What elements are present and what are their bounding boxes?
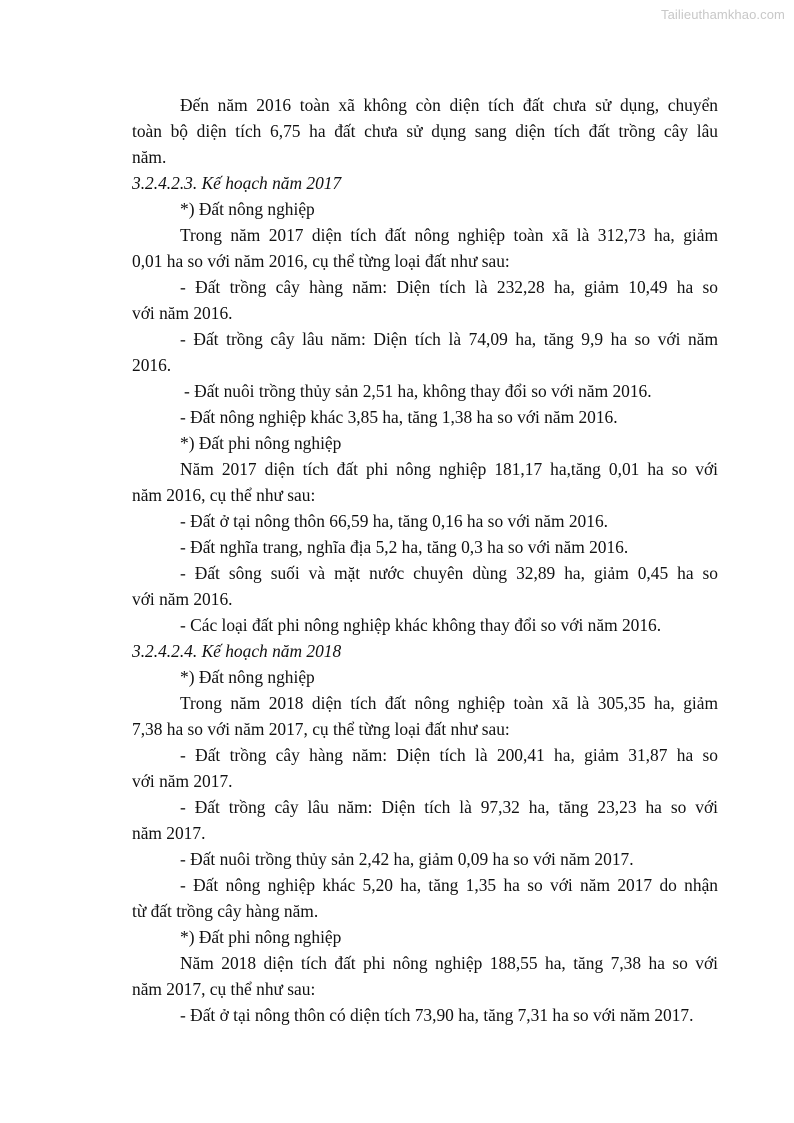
- paragraph-line: 7,38 ha so với năm 2017, cụ thể từng loại đất như sau:: [132, 719, 510, 739]
- list-item: - Đất trồng cây hàng năm: Diện tích là 232,28 ha, giảm 10,49 ha so: [180, 277, 718, 297]
- list-item-continuation: từ đất trồng cây hàng năm.: [132, 901, 319, 921]
- list-item: - Đất trồng cây lâu năm: Diện tích là 97,32 ha, tăng 23,23 ha so với: [180, 797, 718, 817]
- list-item: - Đất trồng cây hàng năm: Diện tích là 200,41 ha, giảm 31,87 ha so: [180, 745, 718, 765]
- subheading-non-agricultural-land: *) Đất phi nông nghiệp: [180, 927, 342, 947]
- section-heading-2018: 3.2.4.2.4. Kế hoạch năm 2018: [132, 641, 342, 661]
- list-item: - Đất ở tại nông thôn 66,59 ha, tăng 0,16 ha so với năm 2016.: [180, 511, 608, 531]
- paragraph-line: Năm 2018 diện tích đất phi nông nghiệp 188,55 ha, tăng 7,38 ha so với: [180, 953, 718, 973]
- list-item-continuation: với năm 2016.: [132, 589, 233, 609]
- section-heading-2017: 3.2.4.2.3. Kế hoạch năm 2017: [132, 173, 342, 193]
- list-item: - Đất nông nghiệp khác 3,85 ha, tăng 1,38 ha so với năm 2016.: [180, 407, 618, 427]
- list-item-continuation: với năm 2017.: [132, 771, 233, 791]
- subheading-agricultural-land: *) Đất nông nghiệp: [180, 667, 315, 687]
- watermark: Tailieuthamkhao.com: [660, 7, 785, 22]
- subheading-agricultural-land: *) Đất nông nghiệp: [180, 199, 315, 219]
- list-item: - Đất ở tại nông thôn có diện tích 73,90 ha, tăng 7,31 ha so với năm 2017.: [180, 1005, 694, 1025]
- list-item: - Đất trồng cây lâu năm: Diện tích là 74,09 ha, tăng 9,9 ha so với năm: [180, 329, 718, 349]
- paragraph-line: năm 2016, cụ thể như sau:: [132, 485, 316, 505]
- paragraph-line: toàn bộ diện tích 6,75 ha đất chưa sử dụng sang diện tích đất trồng cây lâu: [132, 121, 718, 141]
- paragraph-line: năm 2017, cụ thể như sau:: [132, 979, 316, 999]
- list-item-continuation: 2016.: [132, 355, 172, 375]
- paragraph-line: Trong năm 2017 diện tích đất nông nghiệp toàn xã là 312,73 ha, giảm: [180, 225, 718, 245]
- list-item: - Đất nuôi trồng thủy sản 2,42 ha, giảm 0,09 ha so với năm 2017.: [180, 849, 634, 869]
- paragraph-line: 0,01 ha so với năm 2016, cụ thể từng loại đất như sau:: [132, 251, 510, 271]
- paragraph-line: năm.: [132, 147, 167, 167]
- list-item: - Các loại đất phi nông nghiệp khác không thay đổi so với năm 2016.: [180, 615, 662, 635]
- list-item: - Đất nuôi trồng thủy sản 2,51 ha, không thay đổi so với năm 2016.: [184, 381, 652, 401]
- list-item-continuation: với năm 2016.: [132, 303, 233, 323]
- list-item: - Đất nghĩa trang, nghĩa địa 5,2 ha, tăng 0,3 ha so với năm 2016.: [180, 537, 629, 557]
- subheading-non-agricultural-land: *) Đất phi nông nghiệp: [180, 433, 342, 453]
- document-body: [132, 92, 718, 1028]
- list-item-continuation: năm 2017.: [132, 823, 206, 843]
- paragraph-line: Năm 2017 diện tích đất phi nông nghiệp 181,17 ha,tăng 0,01 ha so với: [180, 459, 718, 479]
- paragraph-line: Đến năm 2016 toàn xã không còn diện tích đất chưa sử dụng, chuyển: [180, 95, 718, 115]
- list-item: - Đất sông suối và mặt nước chuyên dùng 32,89 ha, giảm 0,45 ha so: [180, 563, 718, 583]
- paragraph-line: Trong năm 2018 diện tích đất nông nghiệp toàn xã là 305,35 ha, giảm: [180, 693, 718, 713]
- list-item: - Đất nông nghiệp khác 5,20 ha, tăng 1,35 ha so với năm 2017 do nhận: [180, 875, 718, 895]
